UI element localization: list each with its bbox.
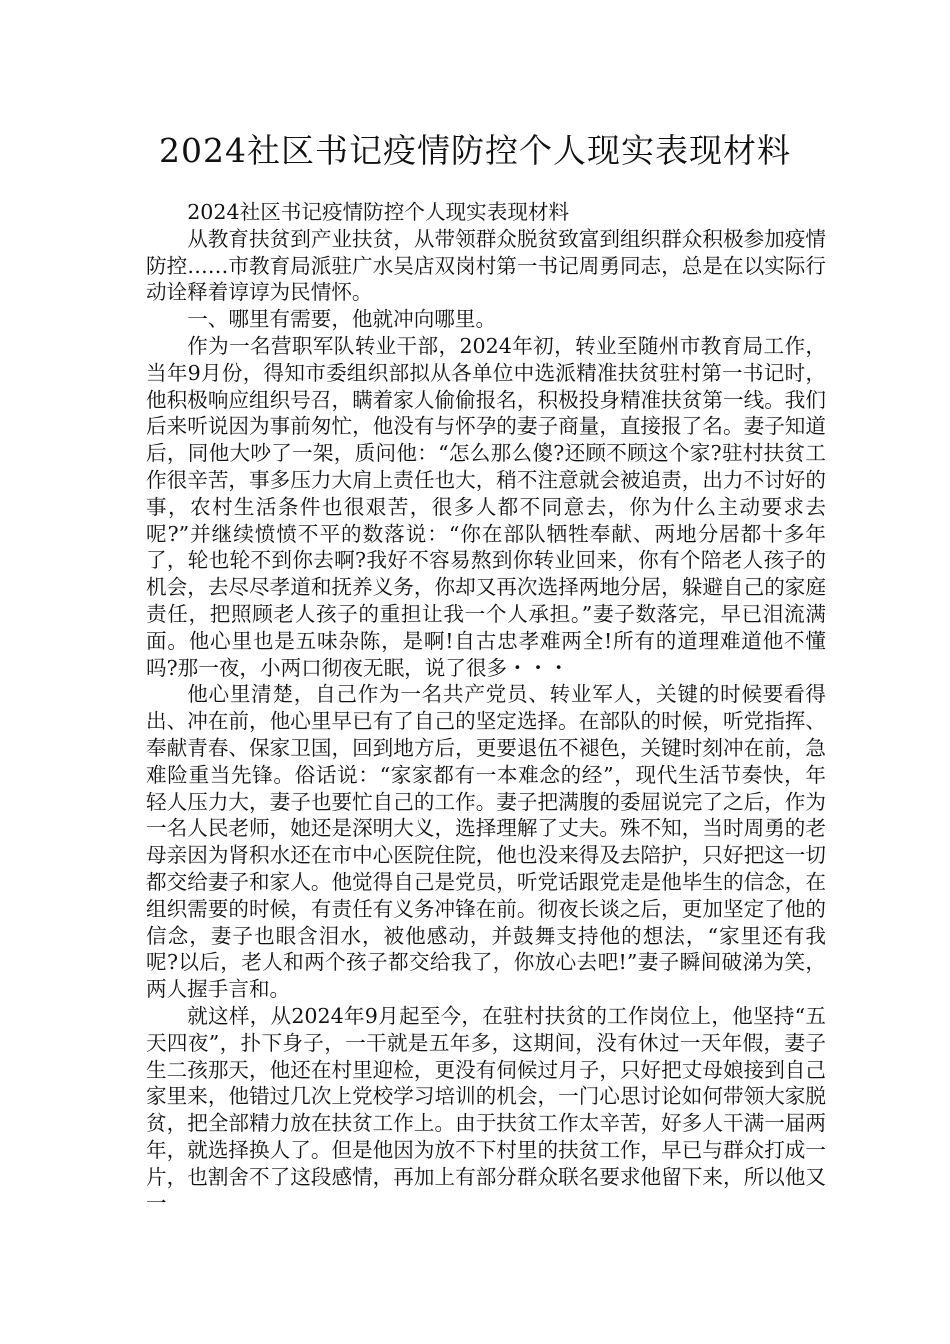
body-paragraph: 就这样，从2024年9月起至今，在驻村扶贫的工作岗位上，他坚持“五天四夜”，扑下身子，一干就是五年多，这期间，没有休过一天年假，妻子生二孩那天，他还在村里迎检，更没有伺候过月子，只好把丈母娘接到自己家里来，他错过几次上党校学习培训的机会，一门心思讨论如何带领大家脱贫，把全部精力放在扶贫工作上。由于扶贫工作太辛苦，好多人干满一届两年，就选择换人了。但是他因为放不下村里的扶贫工作，早已与群众打成一片，也割舍不了这段感情，再加上有部分群众联名要求他留下来，所以他又一 xyxy=(146,1003,826,1216)
document-body xyxy=(146,199,826,1217)
body-paragraph: 作为一名营职军队转业干部，2024年初，转业至随州市教育局工作，当年9月份，得知市委组织部拟从各单位中选派精准扶贫驻村第一书记时，他积极响应组织号召，瞒着家人偷偷报名，积极投身精准扶贫第一线。我们后来听说因为事前匆忙，他没有与怀孕的妻子商量，直接报了名。妻子知道后，同他大吵了一架，质问他：“怎么那么傻?还顾不顾这个家?驻村扶贫工作很辛苦，事多压力大肩上责任也大，稍不注意就会被追责，出力不讨好的事，农村生活条件也很艰苦，很多人都不同意去，你为什么主动要求去呢?”并继续愤愤不平的数落说：“你在部队牺牲奉献、两地分居都十多年了，轮也轮不到你去啊?我好不容易熬到你转业回来，你有个陪老人孩子的机会，去尽尽孝道和抚养义务，你却又再次选择两地分居，躲避自己的家庭责任，把照顾老人孩子的重担让我一个人承担。”妻子数落完，早已泪流满面。他心里也是五味杂陈，是啊!自古忠孝难两全!所有的道理难道他不懂吗?那一夜，小两口彻夜无眠，说了很多・・・ xyxy=(146,333,826,680)
document-title: 2024社区书记疫情防控个人现实表现材料 xyxy=(159,131,791,170)
body-paragraph: 他心里清楚，自己作为一名共产党员、转业军人，关键的时候要看得出、冲在前，他心里早已有了自己的坚定选择。在部队的时候，听党指挥、奉献青春、保家卫国，回到地方后，更要退伍不褪色，关键时刻冲在前，急难险重当先锋。俗话说：“家家都有一本难念的经”，现代生活节奏快，年轻人压力大，妻子也要忙自己的工作。妻子把满腹的委屈说完了之后，作为一名人民老师，她还是深明大义，选择理解了丈夫。殊不知，当时周勇的老母亲因为肾积水还在市中心医院住院，他也没来得及去陪护，只好把这一切都交给妻子和家人。他觉得自己是党员，听党话跟党走是他毕生的信念，在组织需要的时候，有责任有义务冲锋在前。彻夜长谈之后，更加坚定了他的信念，妻子也眼含泪水，被他感动，并鼓舞支持他的想法，“家里还有我呢?以后，老人和两个孩子都交给我了，你放心去吧!”妻子瞬间破涕为笑，两人握手言和。 xyxy=(146,682,826,1002)
body-paragraph: 从教育扶贫到产业扶贫，从带领群众脱贫致富到组织群众积极参加疫情防控……市教育局派驻广水吴店双岗村第一书记周勇同志，总是在以实际行动诠释着谆谆为民情怀。 xyxy=(146,226,826,305)
section-heading: 一、哪里有需要，他就冲向哪里。 xyxy=(187,307,497,332)
body-paragraph: 2024社区书记疫情防控个人现实表现材料 xyxy=(187,200,570,224)
